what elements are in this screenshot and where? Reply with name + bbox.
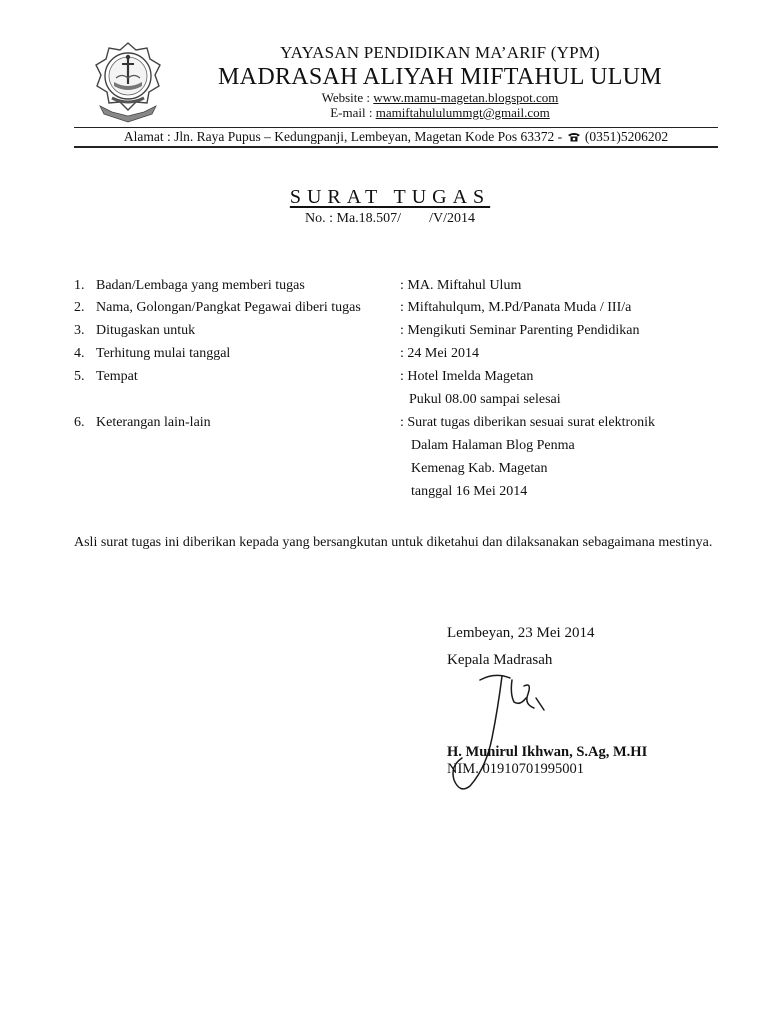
list-item bbox=[74, 323, 724, 343]
header-divider-bottom bbox=[74, 146, 718, 148]
item-continuation: tanggal 16 Mei 2014 bbox=[411, 484, 528, 499]
signatory-name: H. Munirul Ikhwan, S.Ag, M.HI bbox=[447, 744, 648, 760]
item-number: 5. bbox=[74, 369, 85, 384]
school-emblem-icon bbox=[92, 40, 164, 130]
school-name: MADRASAH ALIYAH MIFTAHUL ULUM bbox=[218, 64, 662, 90]
item-value: : 24 Mei 2014 bbox=[400, 346, 479, 361]
item-value: : Mengikuti Seminar Parenting Pendidikan bbox=[400, 323, 640, 338]
item-value: : MA. Miftahul Ulum bbox=[400, 278, 522, 293]
item-label: Keterangan lain-lain bbox=[96, 415, 211, 430]
item-continuation: Kemenag Kab. Magetan bbox=[411, 461, 548, 476]
item-number: 4. bbox=[74, 346, 85, 361]
signature-role: Kepala Madrasah bbox=[447, 652, 553, 668]
item-label: Terhitung mulai tanggal bbox=[96, 346, 231, 361]
item-value: : Hotel Imelda Magetan bbox=[400, 369, 534, 384]
telephone-icon bbox=[568, 132, 580, 142]
email-line bbox=[180, 105, 700, 121]
item-number: 3. bbox=[74, 323, 85, 338]
website-link[interactable]: www.mamu-magetan.blogspot.com bbox=[373, 90, 559, 105]
list-item bbox=[74, 346, 724, 366]
website-label: Website : bbox=[321, 90, 374, 105]
closing-paragraph: Asli surat tugas ini diberikan kepada yang bersangkutan untuk diketahui dan dilaksanakan sebagaimana mestinya. bbox=[74, 535, 713, 550]
letter-title: SURAT TUGAS bbox=[289, 186, 491, 208]
header-divider-top bbox=[74, 127, 718, 128]
item-number: 6. bbox=[74, 415, 85, 430]
item-value: : Surat tugas diberikan sesuai surat elektronik bbox=[400, 415, 656, 430]
item-value: : Miftahulqum, M.Pd/Panata Muda / III/a bbox=[400, 300, 632, 315]
item-label: Badan/Lembaga yang memberi tugas bbox=[96, 278, 305, 293]
email-link[interactable]: mamiftahululummgt@gmail.com bbox=[375, 105, 550, 120]
list-item bbox=[74, 369, 724, 389]
address-text: Alamat : Jln. Raya Pupus – Kedungpanji, Lembeyan, Magetan Kode Pos 63372 - bbox=[123, 129, 566, 144]
item-label: Ditugaskan untuk bbox=[96, 323, 196, 338]
address-line bbox=[74, 129, 718, 145]
item-continuation: Dalam Halaman Blog Penma bbox=[411, 438, 575, 453]
item-continuation: Pukul 08.00 sampai selesai bbox=[409, 392, 561, 407]
website-line bbox=[180, 90, 700, 106]
foundation-name: YAYASAN PENDIDIKAN MA’ARIF (YPM) bbox=[280, 43, 600, 62]
item-number: 2. bbox=[74, 300, 85, 315]
item-label: Tempat bbox=[96, 369, 138, 384]
item-label: Nama, Golongan/Pangkat Pegawai diberi tugas bbox=[96, 300, 361, 315]
signature-place-date: Lembeyan, 23 Mei 2014 bbox=[447, 625, 595, 641]
list-item bbox=[74, 300, 724, 320]
item-number: 1. bbox=[74, 278, 85, 293]
signatory-nim: NIM. 01910701995001 bbox=[447, 761, 584, 777]
list-item bbox=[74, 415, 724, 435]
phone-number: (0351)5206202 bbox=[584, 129, 669, 144]
handwritten-signature-icon bbox=[440, 668, 560, 798]
list-item bbox=[74, 278, 724, 298]
email-label: E-mail : bbox=[330, 105, 376, 120]
letter-number: No. : Ma.18.507/ /V/2014 bbox=[305, 211, 475, 226]
